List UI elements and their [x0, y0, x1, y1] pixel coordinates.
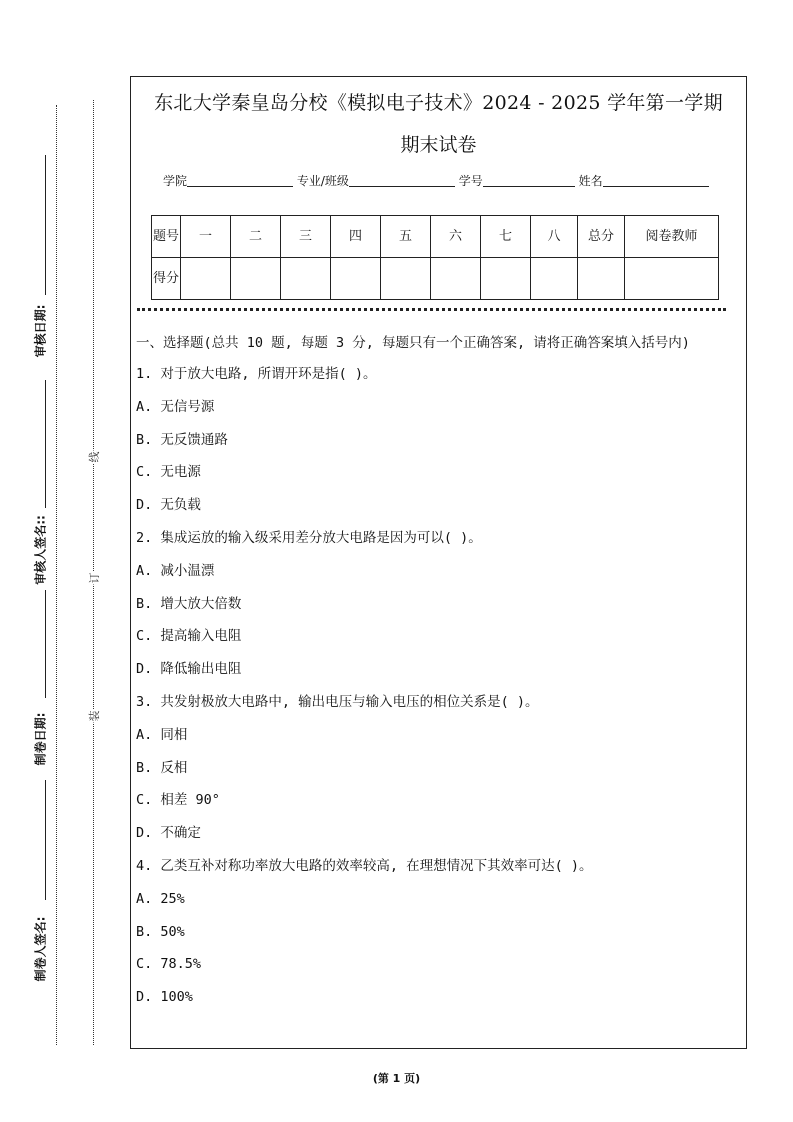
col-total: 总分 — [578, 216, 625, 258]
major-class-field[interactable] — [349, 173, 455, 187]
binding-mark-xian: 线 — [88, 451, 101, 463]
answer-option: D. 降低输出电阻 — [136, 661, 242, 678]
college-label: 学院 — [163, 174, 188, 188]
answer-option: A. 25% — [136, 890, 185, 907]
score-cell-total[interactable] — [578, 258, 625, 300]
exam-subtitle: 期末试卷 — [400, 134, 477, 156]
major-label: 专业/班级 — [296, 174, 349, 188]
score-cell[interactable] — [331, 258, 381, 300]
score-cell[interactable] — [481, 258, 531, 300]
maker-sign-label: 制卷人签名: — [33, 916, 48, 982]
binding-mark-ding: 订 — [88, 572, 101, 584]
score-table-score-row — [152, 258, 719, 300]
question-stem: 1. 对于放大电路, 所谓开环是指( )。 — [136, 366, 377, 382]
answer-option: B. 反相 — [136, 759, 188, 776]
score-table-header-row — [152, 216, 719, 258]
answer-option: A. 无信号源 — [136, 398, 215, 415]
answer-option: B. 50% — [136, 923, 185, 940]
question-stem: 4. 乙类互补对称功率放大电路的效率较高, 在理想情况下其效率可达( )。 — [136, 857, 593, 874]
page-number: (第 1 页) — [372, 1072, 421, 1085]
col-4: 四 — [331, 216, 381, 258]
score-cell[interactable] — [381, 258, 431, 300]
exam-title: 东北大学秦皇岛分校《模拟电子技术》2024 - 2025 学年第一学期 — [154, 92, 723, 114]
col-2: 二 — [231, 216, 281, 258]
review-date-label: 审核日期: — [33, 304, 48, 358]
answer-option: D. 不确定 — [136, 825, 201, 842]
binding-mark-zhuang: 装 — [88, 710, 101, 722]
exam-content — [136, 333, 740, 1020]
col-grader: 阅卷教师 — [625, 216, 719, 258]
col-6: 六 — [431, 216, 481, 258]
section-1-heading: 一、选择题(总共 10 题, 每题 3 分, 每题只有一个正确答案, 请将正确答案填入括号内) — [136, 335, 690, 351]
score-table — [151, 215, 719, 300]
make-date-label: 制卷日期: — [33, 712, 48, 766]
question-list — [136, 364, 740, 1020]
answer-option: B. 增大放大倍数 — [136, 595, 242, 612]
score-cell[interactable] — [431, 258, 481, 300]
signature-line-3 — [45, 590, 46, 698]
col-8: 八 — [531, 216, 578, 258]
question-stem: 2. 集成运放的输入级采用差分放大电路是因为可以( )。 — [136, 529, 482, 546]
answer-option: C. 提高输入电阻 — [136, 628, 242, 645]
col-1: 一 — [181, 216, 231, 258]
score-cell[interactable] — [181, 258, 231, 300]
question-stem: 3. 共发射极放大电路中, 输出电压与输入电压的相位关系是( )。 — [136, 693, 539, 710]
score-cell[interactable] — [281, 258, 331, 300]
answer-option: D. 无负载 — [136, 497, 201, 514]
answer-option: C. 相差 90° — [136, 792, 220, 809]
col-5: 五 — [381, 216, 431, 258]
answer-option: A. 减小温漂 — [136, 562, 215, 579]
student-id-label: 学号 — [458, 174, 483, 188]
col-7: 七 — [481, 216, 531, 258]
signature-line-1 — [45, 155, 46, 295]
row-label-score: 得分 — [152, 258, 181, 300]
answer-option: C. 78.5% — [136, 956, 202, 973]
answer-option: D. 100% — [136, 989, 193, 1006]
name-field[interactable] — [603, 173, 709, 187]
score-cell[interactable] — [231, 258, 281, 300]
student-info-line — [163, 172, 709, 189]
score-cell[interactable] — [531, 258, 578, 300]
col-3: 三 — [281, 216, 331, 258]
score-cell-grader[interactable] — [625, 258, 719, 300]
signature-line-2 — [45, 380, 46, 508]
margin-dotted-line-outer — [56, 105, 57, 1045]
answer-option: A. 同相 — [136, 726, 188, 743]
college-field[interactable] — [187, 173, 293, 187]
dotted-separator — [137, 308, 726, 311]
answer-option: C. 无电源 — [136, 464, 201, 481]
answer-option: B. 无反馈通路 — [136, 431, 228, 448]
signature-line-4 — [45, 780, 46, 900]
student-id-field[interactable] — [483, 173, 575, 187]
name-label: 姓名 — [578, 174, 603, 188]
row-label-question-number: 题号 — [152, 216, 181, 258]
reviewer-sign-label: 审核人签名:: — [33, 515, 48, 585]
